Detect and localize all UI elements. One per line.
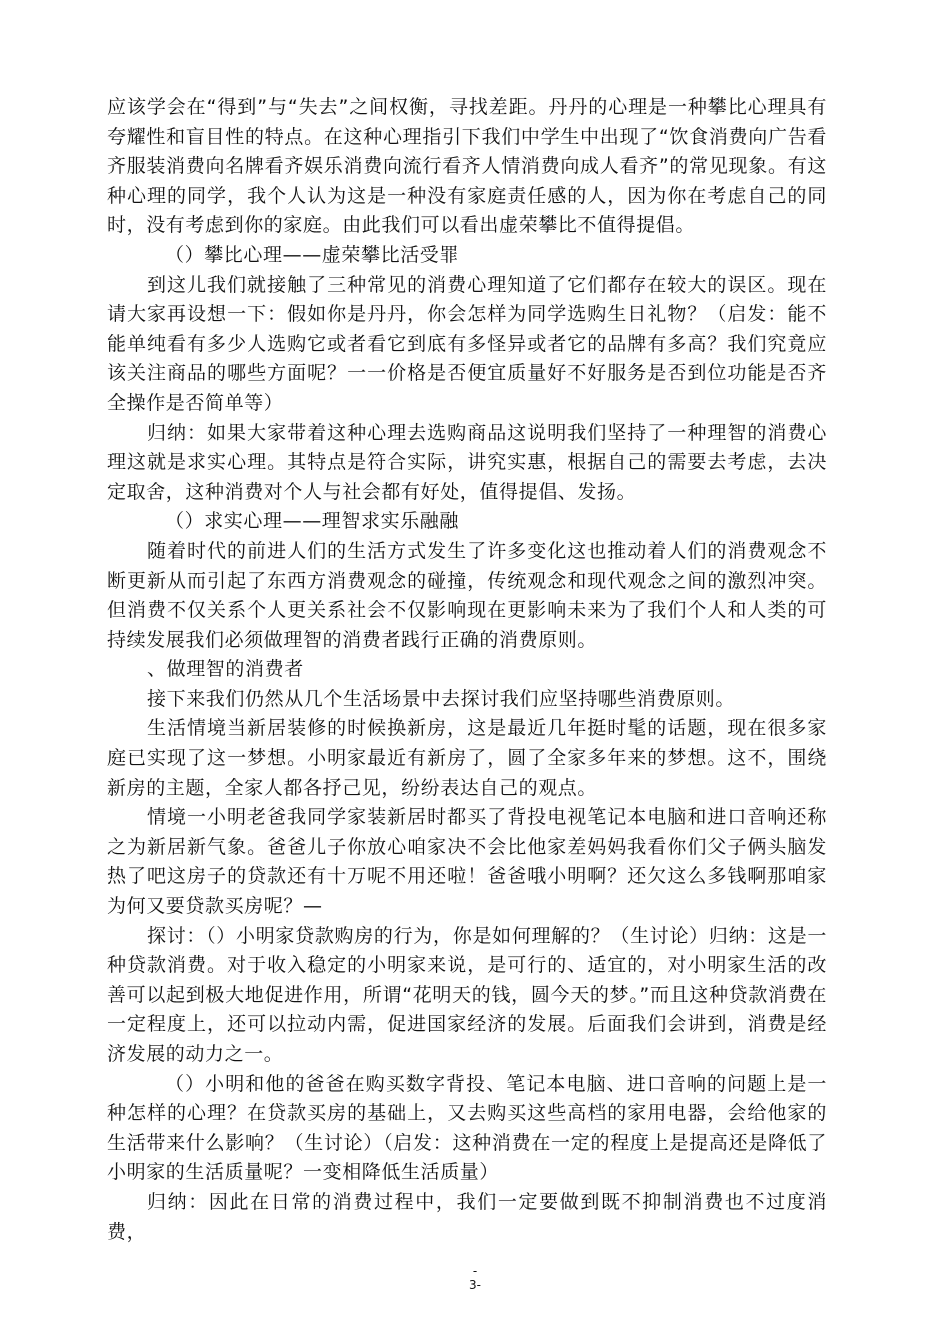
section-heading-lizhi: 、做理智的消费者 bbox=[147, 658, 304, 681]
paragraph-11: 探讨：（）小明家贷款购房的行为，你是如何理解的？（生讨论）归纳：这是一种贷款消费。对于收入稳定的小明家来说，是可行的、适宜的，对小明家生活的改善可以起到极大地促进作用，所谓“花明天的钱，圆今天的梦。”而且这种贷款消费在一定程度上，还可以拉动内需，促进国家经济的发展。后面我们会讲到，消费是经济发展的动力之一。 bbox=[107, 924, 827, 1065]
paragraph-9: 生活情境当新居装修的时候换新房，这是最近几年挺时髦的话题，现在很多家庭已实现了这一梦想。小明家最近有新房了，圆了全家多年来的梦想。这不，围绕新房的主题，全家人都各抒己见，纷纷表达自己的观点。 bbox=[107, 717, 827, 799]
paragraph-1: 应该学会在“得到”与“失去”之间权衡，寻找差距。丹丹的心理是一种攀比心理具有夸耀性和盲目性的特点。在这种心理指引下我们中学生中出现了“饮食消费向广告看齐服装消费向名牌看齐娱乐消费向流行看齐人情消费向成人看齐”的常见现象。有这种心理的同学，我个人认为这是一种没有家庭责任感的人，因为你在考虑自己的同时，没有考虑到你的家庭。由此我们可以看出虚荣攀比不值得提倡。 bbox=[107, 96, 827, 237]
footer-dash: - bbox=[472, 1264, 478, 1278]
document-body bbox=[107, 93, 827, 1247]
paragraph-8: 接下来我们仍然从几个生活场景中去探讨我们应坚持哪些消费原则。 bbox=[147, 687, 736, 710]
page-number: 3- bbox=[469, 1278, 481, 1292]
section-heading-pandibi: （）攀比心理——虚荣攀比活受罪 bbox=[165, 243, 460, 266]
section-heading-qiushi: （）求实心理——理智求实乐融融 bbox=[165, 510, 460, 533]
paragraph-12: （）小明和他的爸爸在购买数字背投、笔记本电脑、进口音响的问题上是一种怎样的心理？在贷款买房的基础上，又去购买这些高档的家用电器，会给他家的生活带来什么影响？（生讨论）（启发：这种消费在一定的程度上是提高还是降低了小明家的生活质量呢？一变相降低生活质量） bbox=[107, 1072, 827, 1184]
paragraph-3: 到这儿我们就接触了三种常见的消费心理知道了它们都存在较大的误区。现在请大家再设想一下：假如你是丹丹，你会怎样为同学选购生日礼物？（启发：能不能单纯看有多少人选购它或者看它到底有多怪异或者它的品牌有多高？我们究竟应该关注商品的哪些方面呢？一一价格是否便宜质量好不好服务是否到位功能是否齐全操作是否简单等） bbox=[107, 273, 827, 414]
paragraph-10: 情境一小明老爸我同学家装新居时都买了背投电视笔记本电脑和进口音响还称之为新居新气象。爸爸儿子你放心咱家决不会比他家差妈妈我看你们父子俩头脑发热了吧这房子的贷款还有十万呢不用还啦！爸爸哦小明啊？还欠这么多钱啊那咱家为何又要贷款买房呢？— bbox=[107, 806, 827, 918]
paragraph-13: 归纳：因此在日常的消费过程中，我们一定要做到既不抑制消费也不过度消费， bbox=[107, 1190, 827, 1243]
paragraph-4: 归纳：如果大家带着这种心理去选购商品这说明我们坚持了一种理智的消费心理这就是求实心理。其特点是符合实际，讲究实惠，根据自己的需要去考虑，去决定取舍，这种消费对个人与社会都有好处，值得提倡、发扬。 bbox=[107, 421, 827, 503]
paragraph-6: 随着时代的前进人们的生活方式发生了许多变化这也推动着人们的消费观念不断更新从而引起了东西方消费观念的碰撞，传统观念和现代观念之间的激烈冲突。但消费不仅关系个人更关系社会不仅影响现在更影响未来为了我们个人和人类的可持续发展我们必须做理智的消费者践行正确的消费原则。 bbox=[107, 539, 827, 651]
